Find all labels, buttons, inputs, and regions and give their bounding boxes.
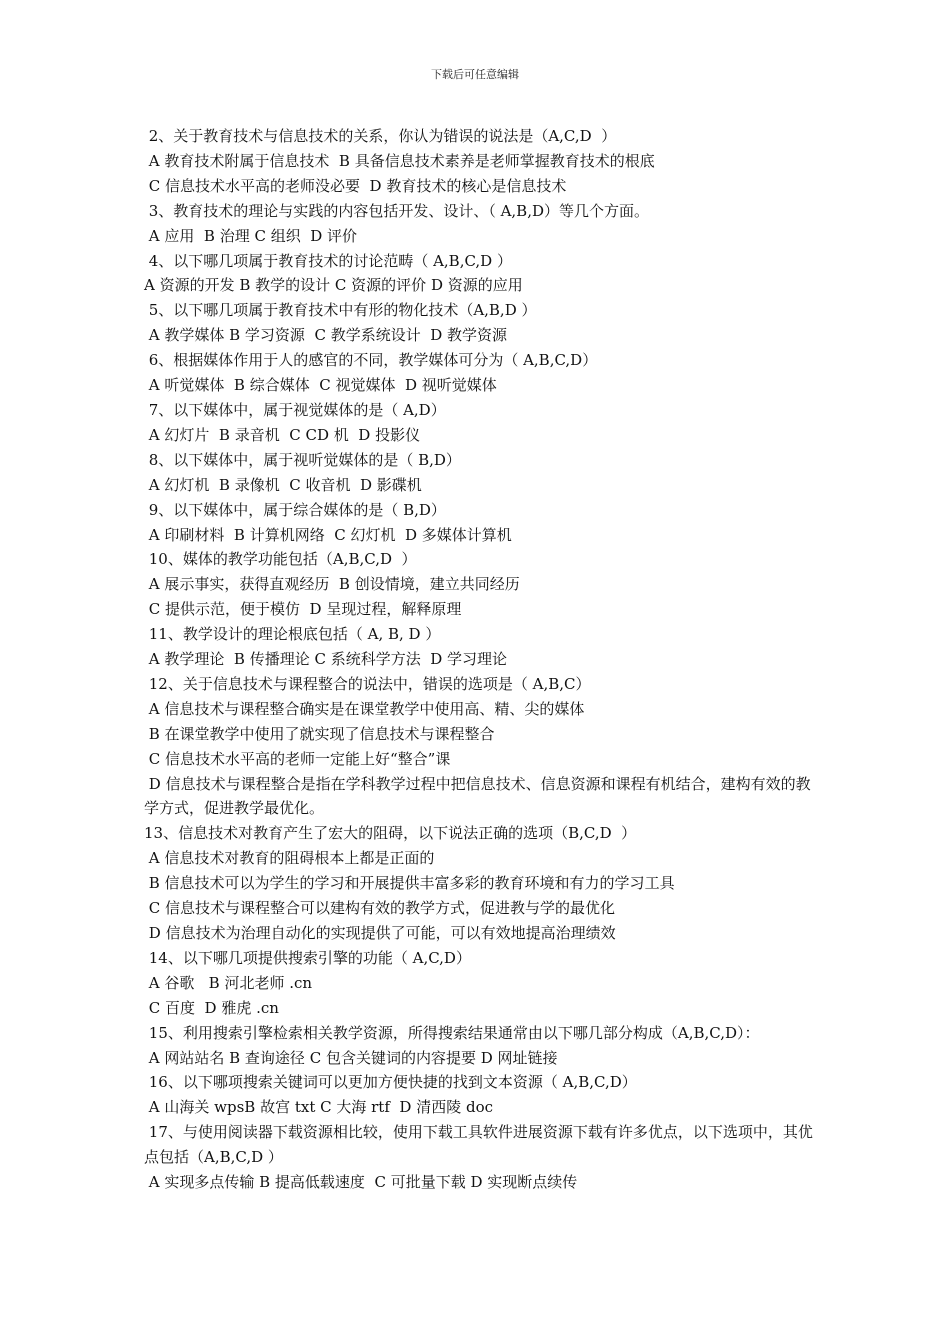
text-line: A 印刷材料 B 计算机网络 C 幻灯机 D 多媒体计算机	[144, 525, 512, 544]
text-line: C 信息技术与课程整合可以建构有效的教学方式，促进教与学的最优化	[144, 899, 616, 918]
text-line: A 应用 B 治理 C 组织 D 评价	[144, 226, 358, 245]
text-line: 13、信息技术对教育产生了宏大的阻碍，以下说法正确的选项（B,C,D ）	[144, 824, 637, 843]
text-line: 7、以下媒体中，属于视觉媒体的是（ A,D）	[144, 400, 446, 419]
text-line: 5、以下哪几项属于教育技术中有形的物化技术（A,B,D ）	[144, 301, 537, 320]
text-line: 12、关于信息技术与课程整合的说法中，错误的选项是（ A,B,C）	[144, 674, 591, 693]
text-line: 14、以下哪几项提供搜索引擎的功能（ A,C,D）	[144, 948, 471, 967]
text-line: A 谷歌 B 河北老师 .cn	[144, 973, 313, 992]
text-line: 10、媒体的教学功能包括（A,B,C,D ）	[144, 550, 417, 569]
text-line: 3、教育技术的理论与实践的内容包括开发、设计、（ A,B,D）等几个方面。	[144, 201, 650, 220]
text-line: 16、以下哪项搜索关键词可以更加方便快捷的找到文本资源（ A,B,C,D）	[144, 1073, 637, 1092]
text-line: A 教育技术附属于信息技术 B 具备信息技术素养是老师掌握教育技术的根底	[144, 151, 655, 170]
text-line: A 展示事实，获得直观经历 B 创设情境，建立共同经历	[144, 575, 520, 594]
text-line: A 网站站名 B 查询途径 C 包含关键词的内容提要 D 网址链接	[144, 1048, 558, 1067]
text-line: A 幻灯片 B 录音机 C CD 机 D 投影仪	[144, 425, 421, 444]
text-line: A 幻灯机 B 录像机 C 收音机 D 影碟机	[144, 475, 422, 494]
text-paragraph: 17、与使用阅读器下载资源相比较，使用下载工具软件进展资源下载有许多优点，以下选项中，其优点包括（A,B,C,D ）	[144, 1123, 813, 1167]
text-line: C 信息技术水平高的老师一定能上好“整合”课	[144, 749, 451, 768]
page-header: 下载后可任意编辑	[431, 68, 519, 81]
text-line: 2、关于教育技术与信息技术的关系，你认为错误的说法是（A,C,D ）	[144, 127, 617, 145]
text-line: 9、以下媒体中，属于综合媒体的是（ B,D）	[144, 500, 446, 519]
text-line: A 资源的开发 B 教学的设计 C 资源的评价 D 资源的应用	[144, 276, 523, 295]
text-line: C 信息技术水平高的老师没必要 D 教育技术的核心是信息技术	[144, 176, 567, 195]
text-line: B 在课堂教学中使用了就实现了信息技术与课程整合	[144, 724, 495, 743]
text-line: B 信息技术可以为学生的学习和开展提供丰富多彩的教育环境和有力的学习工具	[144, 874, 675, 893]
text-line: A 山海关 wpsB 故宫 txt C 大海 rtf D 清西陵 doc	[144, 1098, 494, 1117]
text-line: A 教学媒体 B 学习资源 C 教学系统设计 D 教学资源	[144, 326, 508, 345]
document-body	[144, 124, 814, 1195]
text-line: A 实现多点传输 B 提高低载速度 C 可批量下载 D 实现断点续传	[144, 1173, 578, 1192]
text-paragraph: D 信息技术与课程整合是指在学科教学过程中把信息技术、信息资源和课程有机结合，建构有效的教学方式，促进教学最优化。	[144, 774, 811, 818]
text-line: D 信息技术为治理自动化的实现提供了可能，可以有效地提高治理绩效	[144, 924, 616, 942]
text-line: C 百度 D 雅虎 .cn	[144, 998, 279, 1017]
text-line: A 听觉媒体 B 综合媒体 C 视觉媒体 D 视听觉媒体	[144, 376, 497, 395]
text-line: A 教学理论 B 传播理论 C 系统科学方法 D 学习理论	[144, 650, 508, 669]
text-paragraph: 15、利用搜索引擎检索相关教学资源，所得搜索结果通常由以下哪几部分构成（A,B,C,D）：	[144, 1023, 760, 1042]
text-line: C 提供示范，便于模仿 D 呈现过程，解释原理	[144, 600, 462, 619]
text-line: 6、根据媒体作用于人的感官的不同，教学媒体可分为（ A,B,C,D）	[144, 351, 598, 370]
text-line: A 信息技术与课程整合确实是在课堂教学中使用高、精、尖的媒体	[144, 699, 585, 718]
text-line: 8、以下媒体中，属于视听觉媒体的是（ B,D）	[144, 450, 461, 469]
text-line: 11、教学设计的理论根底包括（ A, B, D ）	[144, 625, 441, 644]
text-line: A 信息技术对教育的阻碍根本上都是正面的	[144, 849, 435, 868]
text-line: 4、以下哪几项属于教育技术的讨论范畴（ A,B,C,D ）	[144, 251, 512, 270]
